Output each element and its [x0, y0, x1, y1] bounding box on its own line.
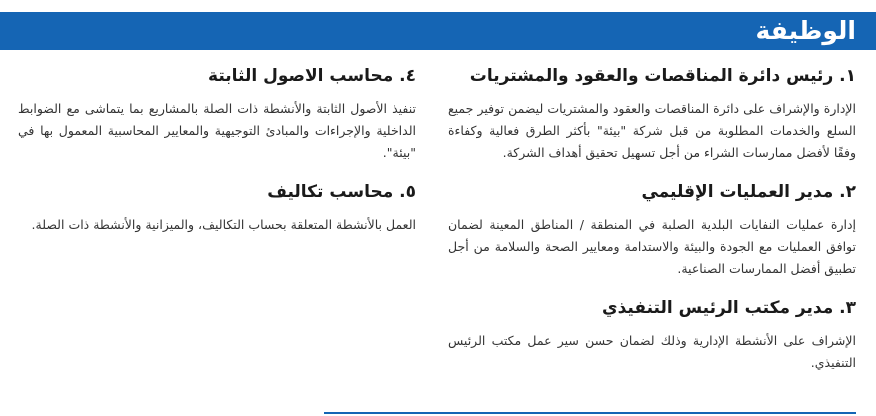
header-bar	[0, 12, 876, 50]
section-title: ١. رئيس دائرة المناقصات والعقود والمشتريات	[469, 66, 856, 86]
section-description: العمل بالأنشطة المتعلقة بحساب التكاليف، والميزانية والأنشطة ذات الصلة.	[31, 217, 416, 232]
section-title: ٥. محاسب تكاليف	[267, 182, 416, 202]
section-description: الإشراف على الأنشطة الإدارية وذلك لضمان حسن سير عمل مكتب الرئيس التنفيذي.	[448, 333, 856, 370]
section-regional-ops-manager	[448, 180, 856, 280]
bottom-divider	[324, 412, 856, 414]
section-tenders-head	[448, 64, 856, 164]
section-description: تنفيذ الأصول الثابتة والأنشطة ذات الصلة بالمشاريع بما يتماشى مع الضوابط الداخلية والإجراءات والمبادئ التوجيهية والمعايير المحاسبية المعمول بها في "بيئة".	[18, 101, 416, 160]
section-description: الإدارة والإشراف على دائرة المناقصات والعقود والمشتريات ليضمن توفير جميع السلع والخدمات المطلوبة من قبل شركة "بيئة" بأكثر الطرق فعالية وكفاءة وفقًا لأفضل ممارسات الشراء من أجل تسهيل تحقيق أهداف الشركة.	[448, 101, 856, 160]
section-title: ٢. مدير العمليات الإقليمي	[641, 182, 856, 202]
section-ceo-office-manager	[448, 296, 856, 374]
section-cost-accountant	[18, 180, 416, 236]
section-title: ٣. مدير مكتب الرئيس التنفيذي	[602, 298, 856, 318]
page-title: الوظيفة	[755, 16, 856, 45]
section-fixed-assets-accountant	[18, 64, 416, 164]
section-title: ٤. محاسب الاصول الثابتة	[208, 66, 416, 86]
section-description: إدارة عمليات النفايات البلدية الصلبة في المنطقة / المناطق المعينة لضمان توافق العمليات مع الجودة والبيئة والاستدامة ومعايير الصحة والسلامة من أجل تطبيق أفضل الممارسات الصناعية.	[448, 217, 856, 276]
left-column	[18, 64, 416, 252]
right-column	[448, 64, 856, 390]
